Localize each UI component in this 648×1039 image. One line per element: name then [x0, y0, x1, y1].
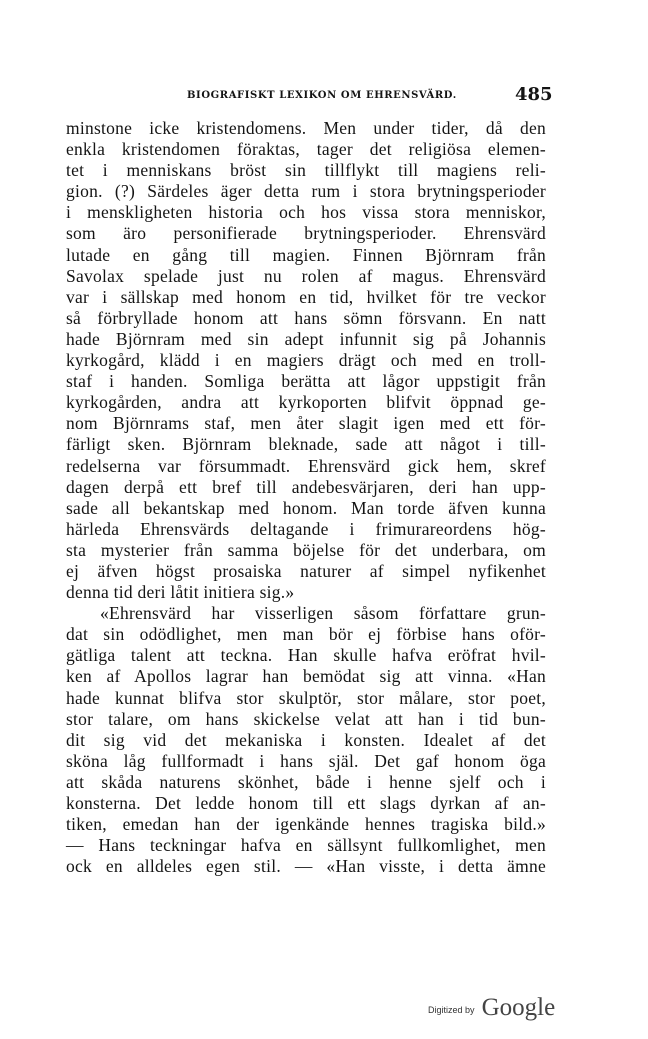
- text-line: enkla kristendomen föraktas, tager det religiösa elemen-: [66, 139, 546, 160]
- text-line: staf i handen. Somliga berätta att lågor uppstigit från: [66, 371, 546, 392]
- text-line: minstone icke kristendomens. Men under tider, då den: [66, 118, 546, 138]
- text-line: gion. (?) Särdeles äger detta rum i stora brytningsperioder: [66, 181, 546, 202]
- text-line: så förbryllade honom att hans sömn försvann. En natt: [66, 307, 546, 328]
- text-line: ken af Apollos lagrar han bemödat sig att vinna. «Han: [66, 666, 546, 687]
- text-line: nom Björnrams staf, men åter slagit igen med ett för-: [66, 413, 546, 434]
- text-line: kyrkogård, klädd i en magiers drägt och med en troll-: [66, 350, 546, 371]
- google-wordmark: Google: [481, 994, 556, 1021]
- text-line: färligt sken. Björnram bleknade, sade att något i till-: [66, 434, 546, 455]
- text-line: ock en alldeles egen stil. — «Han visste, i detta ämne: [66, 856, 546, 877]
- text-line: sköna låg fullformadt i hans själ. Det gaf honom öga: [66, 750, 546, 771]
- text-line: dit sig vid det mekaniska i konsten. Idealet af det: [66, 729, 546, 750]
- text-line: tet i menniskans bröst sin tillflykt till magiens reli-: [66, 160, 546, 181]
- running-title: BIOGRAFISKT LEXIKON OM EHRENSVÄRD.: [187, 90, 457, 101]
- text-line: sta mysterier från samma böjelse för det underbara, om: [66, 539, 546, 560]
- text-line: denna tid deri låtit initiera sig.»: [66, 582, 295, 603]
- text-line: hade kunnat blifva stor skulptör, stor målare, stor poet,: [66, 687, 546, 708]
- text-line: som äro personifierade brytningsperioder. Ehrensvärd: [66, 223, 546, 244]
- text-line: dagen derpå ett bref till andebesvärjaren, deri han upp-: [66, 476, 546, 497]
- text-line: ej äfven högst prosaiska naturer af simpel nyfikenhet: [66, 560, 546, 581]
- page-number: 485: [515, 84, 553, 105]
- digitized-by-label: Digitized by: [428, 1005, 475, 1015]
- text-line: kyrkogården, andra att kyrkoporten blifvit öppnad ge-: [66, 392, 546, 413]
- text-line: var i sällskap med honom en tid, hvilket för tre veckor: [66, 286, 546, 307]
- text-line: sade all bekantskap med honom. Man torde äfven kunna: [66, 497, 546, 518]
- text-line: Savolax spelade just nu rolen af magus. Ehrensvärd: [66, 265, 546, 286]
- text-line: «Ehrensvärd har visserligen såsom författare grun-: [100, 603, 546, 624]
- text-line: — Hans teckningar hafva en sällsynt fullkomlighet, men: [66, 835, 546, 856]
- text-line: stor talare, om hans skickelse velat att han i tid bun-: [66, 708, 546, 729]
- text-line: redelserna var försummadt. Ehrensvärd gick hem, skref: [66, 455, 546, 476]
- text-line: att skåda naturens skönhet, både i henne sjelf och i: [66, 771, 546, 792]
- text-line: dat sin odödlighet, men man bör ej förbise hans oför-: [66, 624, 546, 645]
- digitized-by-google-mark: [428, 994, 555, 1022]
- text-line: konsterna. Det ledde honom till ett slags dyrkan af an-: [66, 793, 546, 813]
- text-line: hade Björnram med sin adept infunnit sig på Johannis: [66, 328, 546, 349]
- text-line: härleda Ehrensvärds deltagande i frimurareordens hög-: [66, 518, 546, 539]
- text-line: gätliga talent att teckna. Han skulle hafva eröfrat hvil-: [66, 645, 546, 666]
- body-text: [66, 118, 546, 877]
- text-line: tiken, emedan han der igenkände hennes tragiska bild.»: [66, 814, 546, 835]
- text-line: i menskligheten historia och hos vissa stora menniskor,: [66, 202, 546, 223]
- text-line: lutade en gång till magien. Finnen Björnram från: [66, 244, 546, 265]
